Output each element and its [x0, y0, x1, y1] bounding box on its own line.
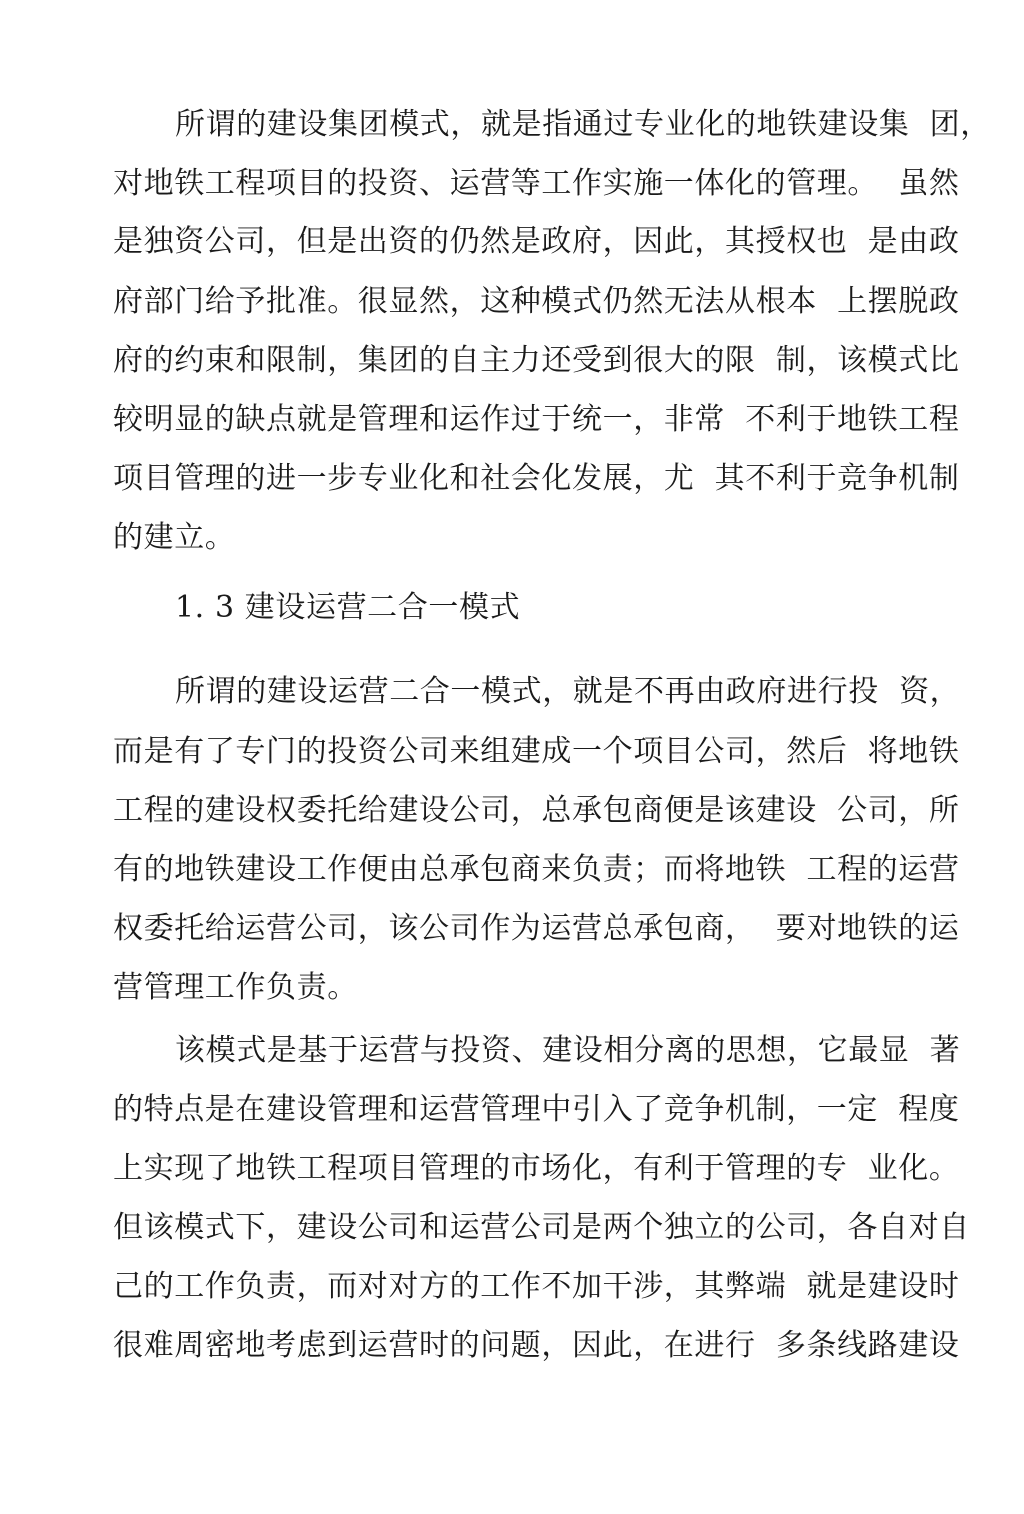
paragraph-line: 很难周密地考虑到运营时的问题，因此，在进行 多条线路建设 [113, 1328, 960, 1363]
paragraph-line: 该模式是基于运营与投资、建设相分离的思想，它最显 著 [175, 1033, 961, 1068]
paragraph-line: 的特点是在建设管理和运营管理中引入了竞争机制，一定 程度 [113, 1092, 960, 1127]
paragraph-line: 较明显的缺点就是管理和运作过于统一，非常 不利于地铁工程 [113, 402, 960, 437]
paragraph-line: 府部门给予批准。很显然，这种模式仍然无法从根本 上摆脱政 [113, 284, 960, 319]
paragraph-line: 的建立。 [113, 520, 236, 555]
paragraph-line: 有的地铁建设工作便由总承包商来负责；而将地铁 工程的运营 [113, 852, 960, 887]
paragraph-line: 而是有了专门的投资公司来组建成一个项目公司，然后 将地铁 [113, 734, 960, 769]
paragraph-line: 工程的建设权委托给建设公司，总承包商便是该建设 公司，所 [113, 793, 960, 828]
paragraph-line: 上实现了地铁工程项目管理的市场化，有利于管理的专 业化。 [113, 1151, 960, 1186]
paragraph-line: 所谓的建设运营二合一模式，就是不再由政府进行投 资， [175, 674, 961, 709]
paragraph-line: 所谓的建设集团模式，就是指通过专业化的地铁建设集 团， [175, 107, 991, 142]
section-heading: 1. 3 建设运营二合一模式 [175, 590, 521, 625]
paragraph-line: 营管理工作负责。 [113, 970, 358, 1005]
paragraph-line: 项目管理的进一步专业化和社会化发展，尤 其不利于竞争机制 [113, 461, 960, 496]
paragraph-line: 权委托给运营公司，该公司作为运营总承包商， 要对地铁的运 [113, 911, 960, 946]
paragraph-line: 己的工作负责，而对对方的工作不加干涉，其弊端 就是建设时 [113, 1269, 960, 1304]
paragraph-line: 对地铁工程项目的投资、运营等工作实施一体化的管理。 虽然 [113, 166, 960, 201]
paragraph-line: 是独资公司，但是出资的仍然是政府，因此，其授权也 是由政 [113, 224, 960, 259]
paragraph-line: 但该模式下，建设公司和运营公司是两个独立的公司，各自对自 [113, 1210, 970, 1245]
paragraph-line: 府的约束和限制，集团的自主力还受到很大的限 制，该模式比 [113, 343, 960, 378]
